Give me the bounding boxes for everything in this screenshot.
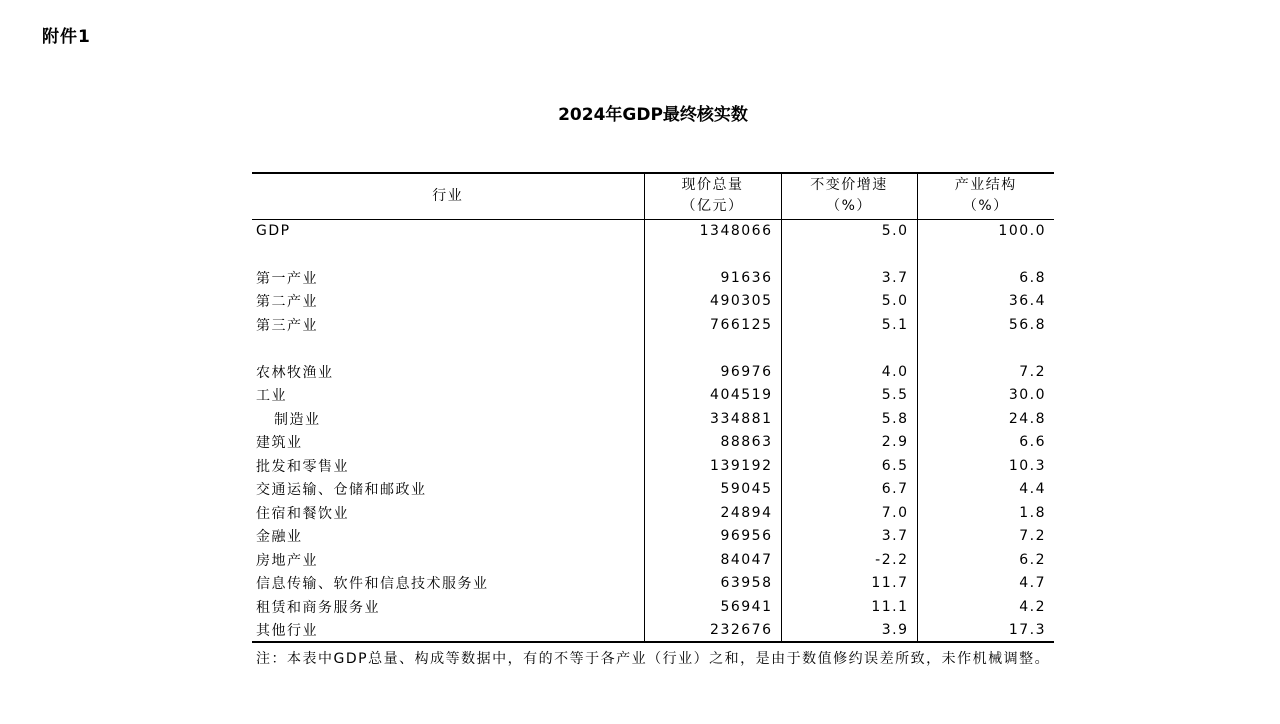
- attachment-label: 附件1: [42, 27, 91, 47]
- row-label: 金融业: [256, 529, 303, 546]
- row-total: 88863: [644, 431, 781, 455]
- row-structure: 36.4: [917, 290, 1054, 314]
- footnote: 注：本表中GDP总量、构成等数据中，有的不等于各产业（行业）之和，是由于数值修约误差所致，未作机械调整。: [256, 651, 1051, 667]
- table-row: [252, 360, 1054, 384]
- row-growth: 5.0: [781, 290, 917, 314]
- row-total: 766125: [644, 313, 781, 337]
- row-growth: 6.7: [781, 478, 917, 502]
- row-label: 第一产业: [256, 270, 318, 287]
- document-title: 2024年GDP最终核实数: [558, 105, 748, 125]
- row-structure: 56.8: [917, 313, 1054, 337]
- row-label: 交通运输、仓储和邮政业: [256, 482, 427, 499]
- row-structure: 1.8: [917, 501, 1054, 525]
- row-growth: -2.2: [781, 548, 917, 572]
- table-row: [252, 525, 1054, 549]
- row-structure: 17.3: [917, 619, 1054, 643]
- row-growth: 3.7: [781, 525, 917, 549]
- row-total: 139192: [644, 454, 781, 478]
- row-label: 信息传输、软件和信息技术服务业: [256, 576, 489, 593]
- row-growth: [781, 243, 917, 267]
- row-label: 批发和零售业: [256, 458, 349, 475]
- table-row: [252, 431, 1054, 455]
- header-total-line1: 现价总量: [681, 177, 744, 194]
- row-total: 56941: [644, 595, 781, 619]
- table-row: [252, 595, 1054, 619]
- row-label: 建筑业: [256, 435, 303, 452]
- header-structure: [917, 173, 1054, 219]
- table-row: [252, 290, 1054, 314]
- gdp-table-container: [252, 172, 1054, 643]
- header-growth-line2: （%）: [826, 198, 872, 215]
- table-row: [252, 454, 1054, 478]
- table-row: [252, 384, 1054, 408]
- row-structure: 100.0: [917, 219, 1054, 243]
- header-total-line2: （亿元）: [681, 198, 744, 215]
- row-label: 住宿和餐饮业: [256, 505, 349, 522]
- header-industry: [252, 173, 644, 219]
- row-label: [252, 243, 644, 267]
- row-total: 404519: [644, 384, 781, 408]
- header-structure-line1: 产业结构: [954, 177, 1017, 194]
- row-structure: 4.7: [917, 572, 1054, 596]
- header-structure-line2: （%）: [962, 198, 1009, 215]
- row-total: 59045: [644, 478, 781, 502]
- table-header: [252, 173, 1054, 219]
- row-structure: 10.3: [917, 454, 1054, 478]
- row-label: GDP: [256, 223, 291, 239]
- row-structure: 7.2: [917, 360, 1054, 384]
- header-row: [252, 173, 1054, 219]
- row-growth: 2.9: [781, 431, 917, 455]
- table-row: [252, 266, 1054, 290]
- row-growth: [781, 337, 917, 361]
- row-growth: 7.0: [781, 501, 917, 525]
- row-structure: 6.2: [917, 548, 1054, 572]
- table-row: [252, 478, 1054, 502]
- row-growth: 5.1: [781, 313, 917, 337]
- header-total: [644, 173, 781, 219]
- row-growth: 5.5: [781, 384, 917, 408]
- row-total: 232676: [644, 619, 781, 643]
- header-growth: [781, 173, 917, 219]
- table-row: [252, 619, 1054, 643]
- row-growth: 11.1: [781, 595, 917, 619]
- row-total: 334881: [644, 407, 781, 431]
- table-row: [252, 219, 1054, 243]
- row-structure: 4.2: [917, 595, 1054, 619]
- header-growth-line1: 不变价增速: [810, 177, 888, 194]
- row-total: 91636: [644, 266, 781, 290]
- row-total: 96956: [644, 525, 781, 549]
- row-label: 农林牧渔业: [256, 364, 334, 381]
- row-growth: 3.7: [781, 266, 917, 290]
- row-structure: 6.6: [917, 431, 1054, 455]
- row-growth: 5.8: [781, 407, 917, 431]
- table-body: [252, 219, 1054, 642]
- row-label: 工业: [256, 388, 287, 405]
- row-label: 第三产业: [256, 317, 318, 334]
- row-growth: 3.9: [781, 619, 917, 643]
- row-growth: 4.0: [781, 360, 917, 384]
- row-structure: 7.2: [917, 525, 1054, 549]
- row-total: [644, 243, 781, 267]
- row-label: 制造业: [274, 411, 321, 428]
- row-structure: 30.0: [917, 384, 1054, 408]
- table-row: [252, 313, 1054, 337]
- row-structure: [917, 243, 1054, 267]
- table-row: [252, 501, 1054, 525]
- row-total: [644, 337, 781, 361]
- row-label: [252, 337, 644, 361]
- table-row: [252, 548, 1054, 572]
- row-structure: [917, 337, 1054, 361]
- row-label: 第二产业: [256, 294, 318, 311]
- row-growth: 11.7: [781, 572, 917, 596]
- row-total: 24894: [644, 501, 781, 525]
- gdp-table: [252, 172, 1054, 643]
- row-structure: 4.4: [917, 478, 1054, 502]
- row-total: 84047: [644, 548, 781, 572]
- row-total: 1348066: [644, 219, 781, 243]
- row-label: 租赁和商务服务业: [256, 599, 380, 616]
- table-row-spacer: [252, 337, 1054, 361]
- header-industry-label: 行业: [432, 187, 464, 204]
- table-row-spacer: [252, 243, 1054, 267]
- row-growth: 6.5: [781, 454, 917, 478]
- table-row: [252, 572, 1054, 596]
- row-growth: 5.0: [781, 219, 917, 243]
- row-label: 房地产业: [256, 552, 318, 569]
- table-row-sub: [252, 407, 1054, 431]
- row-label: 其他行业: [256, 622, 318, 639]
- row-total: 96976: [644, 360, 781, 384]
- row-structure: 6.8: [917, 266, 1054, 290]
- row-total: 490305: [644, 290, 781, 314]
- row-total: 63958: [644, 572, 781, 596]
- row-structure: 24.8: [917, 407, 1054, 431]
